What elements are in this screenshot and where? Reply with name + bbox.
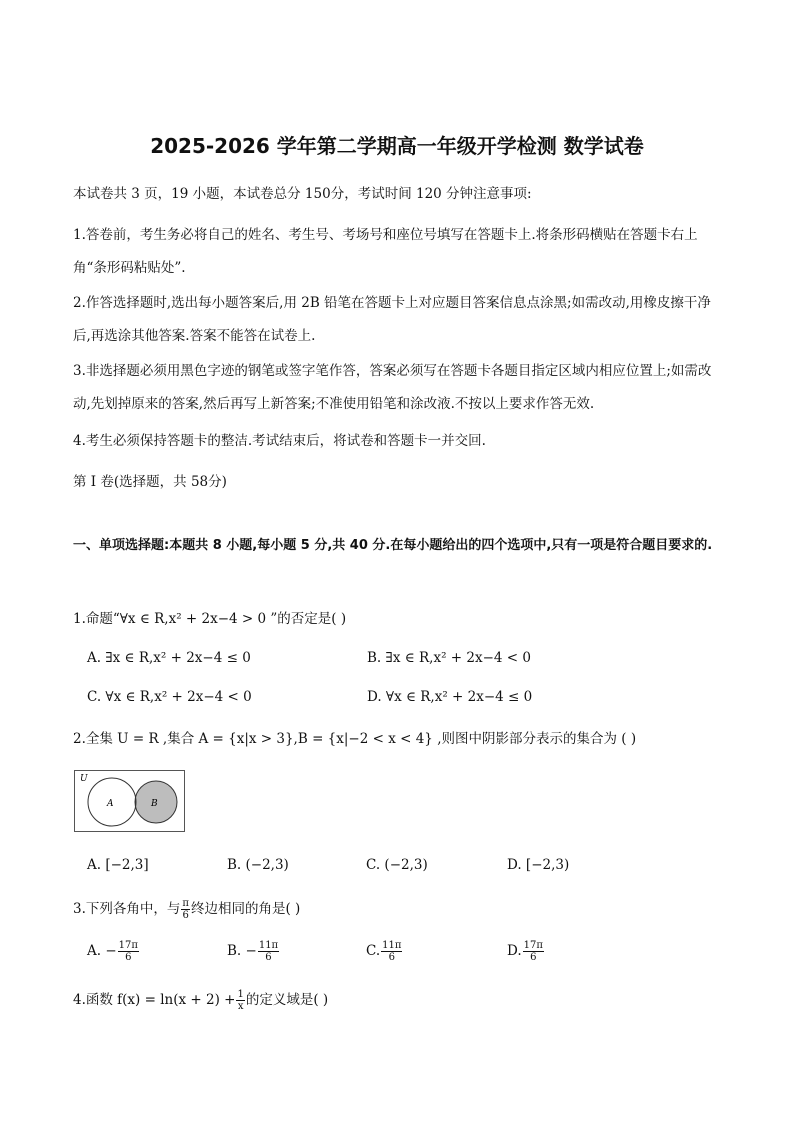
q4-stem-den: x <box>237 1001 244 1012</box>
exam-title: 2025-2026 学年第二学期高一年级开学检测 数学试卷 <box>150 134 644 158</box>
q2-option-a: A. [−2,3] <box>87 857 149 873</box>
q3-option-c-fraction <box>381 940 402 963</box>
venn-diagram <box>74 770 186 833</box>
q3-option-a-label: A. − <box>87 943 117 959</box>
venn-label-a: A <box>107 799 114 809</box>
note-3: 3.非选择题必须用黑色字迹的钢笔或签字笔作答，答案必须写在答题卡各题目指定区域内相应位置上;如需改动,先划掉原来的答案,然后再写上新答案;不准使用铅笔和涂改液.不按以上要求作答无效. <box>73 363 712 412</box>
q1-option-d: D. ∀x ∈ R,x² + 2x−4 ≤ 0 <box>367 689 533 705</box>
q4-stem-post: 的定义域是( ) <box>245 992 329 1008</box>
q2-option-d: D. [−2,3) <box>507 857 570 873</box>
question-2-stem: 2.全集 U = R ,集合 A = {x|x > 3},B = {x|−2 < x < 4} ,则图中阴影部分表示的集合为 ( ) <box>73 731 637 747</box>
q3-option-c-den: 6 <box>388 952 395 963</box>
q3-option-b-fraction <box>258 940 279 963</box>
q3-stem-fraction <box>181 898 190 921</box>
venn-label-u: U <box>80 774 88 784</box>
q3-option-d-fraction <box>523 940 544 963</box>
intro-text: 本试卷共 3 页，19 小题，本试卷总分 150分，考试时间 120 分钟注意事项: <box>73 186 532 202</box>
q3-option-a-num: 17π <box>118 940 138 951</box>
q3-option-d-label: D. <box>507 943 522 959</box>
note-4: 4.考生必须保持答题卡的整洁.考试结束后，将试卷和答题卡一并交回. <box>73 433 486 449</box>
question-1-stem: 1.命题“∀x ∈ R,x² + 2x−4 > 0 ”的否定是( ) <box>73 611 347 627</box>
q1-option-a: A. ∃x ∈ R,x² + 2x−4 ≤ 0 <box>87 650 251 666</box>
q3-option-b-num: 11π <box>258 940 279 951</box>
question-3-stem <box>73 897 300 921</box>
q4-stem-fraction <box>236 989 244 1012</box>
q3-option-d-num: 17π <box>523 940 543 951</box>
note-1: 1.答卷前，考生务必将自己的姓名、考生号、考场号和座位号填写在答题卡上.将条形码横贴在答题卡右上角“条形码粘贴处”. <box>73 227 698 276</box>
q1-option-c: C. ∀x ∈ R,x² + 2x−4 < 0 <box>87 689 252 705</box>
section-1-heading: 一、单项选择题:本题共 8 小题,每小题 5 分,共 40 分.在每小题给出的四个选项中,只有一项是符合题目要求的. <box>73 538 713 553</box>
q3-option-d-den: 6 <box>530 952 537 963</box>
note-2: 2.作答选择题时,选出每小题答案后,用 2B 铅笔在答题卡上对应题目答案信息点涂黑;如需改动,用橡皮擦干净后,再选涂其他答案.答案不能答在试卷上. <box>73 295 711 344</box>
q2-option-b: B. (−2,3) <box>227 857 289 873</box>
q3-option-b-label: B. − <box>227 943 257 959</box>
q3-stem-pre: 3.下列各角中，与 <box>73 901 181 917</box>
q3-option-c <box>366 940 403 963</box>
q4-stem-num: 1 <box>237 989 244 1000</box>
q3-option-c-num: 11π <box>382 940 402 951</box>
question-4-stem <box>73 988 328 1012</box>
q3-option-a-fraction <box>118 940 139 963</box>
q3-stem-num: π <box>182 898 189 909</box>
q3-option-c-label: C. <box>366 943 381 959</box>
q3-option-b <box>227 940 280 963</box>
part-1-heading: 第 I 卷(选择题，共 58分) <box>73 474 227 490</box>
q3-stem-den: 6 <box>182 910 189 921</box>
q2-option-c: C. (−2,3) <box>366 857 428 873</box>
venn-label-b: B <box>151 799 158 809</box>
q3-option-a-den: 6 <box>125 952 132 963</box>
q3-option-a <box>87 940 140 963</box>
q1-option-b: B. ∃x ∈ R,x² + 2x−4 < 0 <box>367 650 531 666</box>
q3-option-b-den: 6 <box>265 952 272 963</box>
q4-stem-pre: 4.函数 f(x) = ln(x + 2) + <box>73 992 236 1008</box>
q3-option-d <box>507 940 545 963</box>
q3-stem-post: 终边相同的角是( ) <box>190 901 301 917</box>
